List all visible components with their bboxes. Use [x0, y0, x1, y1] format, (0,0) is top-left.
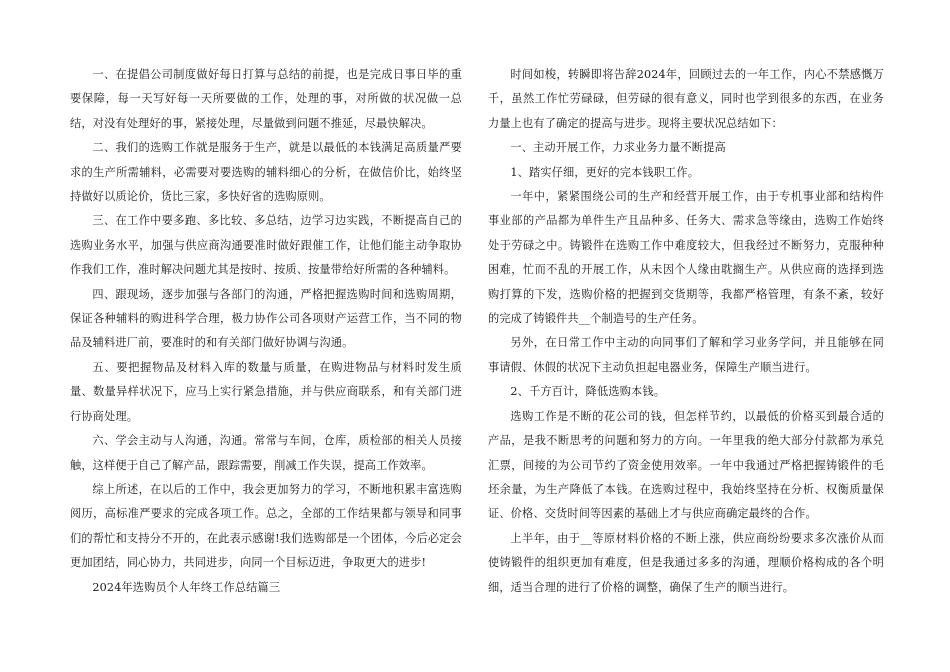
left-column — [70, 63, 462, 600]
intro-paragraph: 时间如梭，转瞬即将告辞2024年，回顾过去的一年工作，内心不禁感慨万千，虽然工作忙劳碌碌，但劳碌的很有意义，同时也学到很多的东西，在业务力量上也有了确定的提高与进步。现将主要状况总结如下： — [488, 68, 884, 130]
right-column — [488, 63, 884, 600]
section-title: 2024年选购员个人年终工作总结篇三 — [92, 580, 281, 594]
paragraph-cost: 选购工作是不断的花公司的钱，但怎样节约，以最低的价格买到最合适的产品，是我不断思考的问题和努力的方向。一年里我的绝大部分付款都为承兑汇票，间接的为公司节约了资金使用效率。一年中我通过严格把握铸锻件的毛坯余量，为生产降低了本钱。在选购过程中，我始终坚持在分析、权衡质量保证、价格、交货时间等因素的基础上才与供应商确定最终的合作。 — [488, 409, 884, 521]
paragraph-4: 四、跟现场，逐步加强与各部门的沟通，严格把握选购时间和选购周期，保证各种辅料的购进科学合理，极力协作公司各项财产运营工作，当不同的物品及辅料进厂前，要准时的和有关部门做好协调与沟通。 — [70, 287, 462, 350]
paragraph-price: 上半年，由于__等原材料价格的不断上涨，供应商纷纷要求多次涨价从而使铸锻件的组织更加有难度，但是我通过多多的沟通，理顺价格构成的各个明细，适当合理的进行了价格的调整，确保了生产的顺当进行。 — [488, 531, 884, 594]
paragraph-castings: 一年中，紧紧围绕公司的生产和经营开展工作，由于专机事业部和结构件事业部的产品都为单件生产且品种多、任务大、需求急等缘由，选购工作始终处于劳碌之中。铸锻件在选购工作中难度较大，但我经过不断努力，克服种种困难，忙而不乱的开展工作，从未因个人缘由耽搁生产。从供应商的选择到选购打算的下发，选购价格的把握到交货期等，我都严格管理，有条不紊，较好的完成了铸锻件共__个制造号的生产任务。 — [488, 190, 884, 326]
sub-heading-2: 2、千方百计，降低选购本钱。 — [510, 385, 666, 399]
paragraph-5: 五、要把握物品及材料入库的数量与质量，在购进物品与材料时发生质量、数量异样状况下，应马上实行紧急措施，并与供应商联系，和有关部门进行协商处理。 — [70, 360, 462, 423]
sub-heading-1: 1、踏实仔细，更好的完本钱职工作。 — [510, 165, 700, 179]
paragraph-2: 二、我们的选购工作就是服务于生产，就是以最低的本钱满足高质量严要求的生产所需辅料，必需要对要选购的辅料细心的分析，在做信价比，始终坚持做好以质论价，货比三家，多快好省的选购原则。 — [70, 141, 462, 204]
paragraph-1: 一、在提倡公司制度做好每日打算与总结的前提，也是完成日事日毕的重要保障，每一天写好每一天所要做的工作，处理的事，对所做的状况做一总结，对没有处理好的事，紧接处理，尽量做到问题不推延，尽最快解决。 — [70, 68, 462, 130]
paragraph-3: 三、在工作中要多跑、多比较、多总结，边学习边实践，不断提高自己的选购业务水平，加强与供应商沟通要准时做好跟催工作，让他们能主动争取协作我们工作，准时解决问题尤其是按时、按质、按量带给好所需的各种辅料。 — [70, 214, 462, 277]
paragraph-6: 六、学会主动与人沟通，沟通。常常与车间，仓库，质检部的相关人员接触，这样便于自己了解产品，跟踪需要，削减工作失误，提高工作效率。 — [70, 434, 462, 472]
paragraph-summary: 综上所述，在以后的工作中，我会更加努力的学习，不断地积累丰富选购阅历，高标准严要求的完成各项工作。总之，全部的工作结果都与领导和同事们的帮忙和支持分不开的，在此表示感谢!我们选购部是一个团体，今后必定会更加团结，同心协力，共同进步，向同一个目标迈进，争取更大的进步! — [70, 482, 462, 570]
heading-1: 一、主动开展工作，力求业务力量不断提高 — [510, 141, 726, 155]
paragraph-colleagues: 另外，在日常工作中主动的向同事们了解和学习业务学问，并且能够在同事请假、休假的状况下主动负担起电器业务，保障生产顺当进行。 — [488, 336, 884, 374]
